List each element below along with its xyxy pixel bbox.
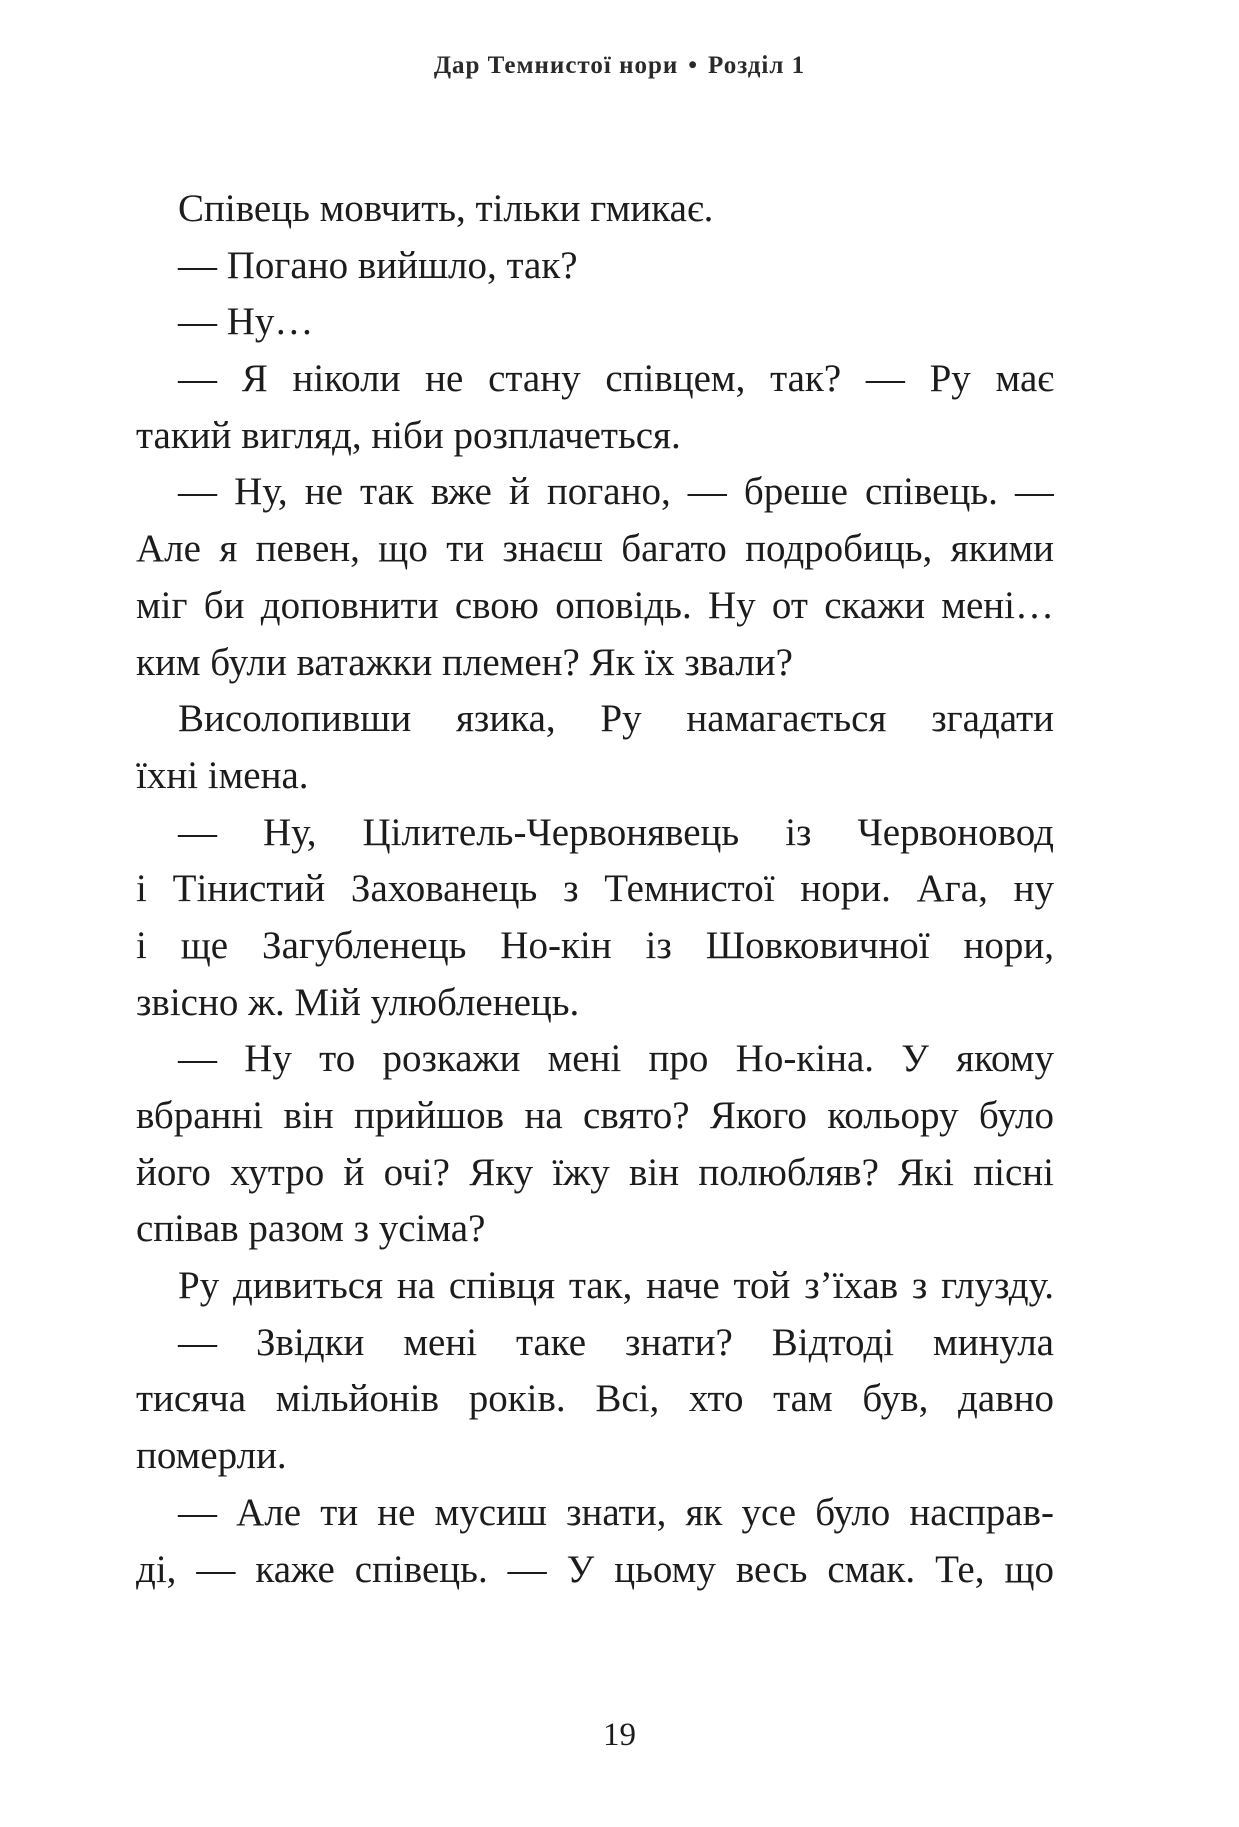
text-line: Співець мовчить, тільки гмикає.	[178, 187, 714, 230]
text-line: ді, — каже співець. — У цьому весь смак. Те, що	[136, 1547, 1054, 1591]
text-line: міг би доповнити свою оповідь. Ну от скажи мені…	[136, 583, 1054, 627]
text-line: Ру дивиться на співця так, наче той з’їхав з глузду.	[178, 1264, 1054, 1308]
text-line: їхні імена.	[136, 753, 309, 797]
text-line: — Ну, Цілитель-Червонявець із Червоновод	[178, 810, 1054, 854]
text-line: — Ну…	[178, 300, 314, 344]
running-head	[0, 52, 1239, 80]
header-separator: •	[688, 52, 699, 79]
text-line: його хутро й очі? Яку їжу він полюбляв? Які пісні	[136, 1150, 1054, 1194]
chapter-label: Розділ 1	[708, 52, 806, 79]
book-title: Дар Темнистої нори	[433, 52, 679, 79]
text-line: звісно ж. Мій улюбленець.	[136, 980, 580, 1024]
text-line: — Але ти не мусиш знати, як усе було насправ-	[178, 1490, 1054, 1534]
text-line: — Ну, не так вже й погано, — бреше співець. —	[178, 470, 1054, 514]
body-text	[136, 181, 1054, 1598]
text-line: — Звідки мені таке знати? Відтоді минула	[178, 1320, 1054, 1364]
text-line: такий вигляд, ніби розплачеться.	[136, 413, 681, 457]
text-line: померли.	[136, 1434, 287, 1478]
text-line: співав разом з усіма?	[136, 1207, 486, 1251]
text-line: — Погано вийшло, так?	[178, 243, 578, 287]
text-line: і Тінистий Захованець з Темнистої нори. Ага, ну	[136, 867, 1054, 911]
text-line: — Ну то розкажи мені про Но-кіна. У якому	[178, 1037, 1054, 1081]
text-line: і ще Загубленець Но-кін із Шовковичної нори,	[136, 923, 1054, 967]
text-line: Але я певен, що ти знаєш багато подробиць, якими	[136, 527, 1054, 571]
text-line: вбранні він прийшов на свято? Якого кольору було	[136, 1094, 1054, 1137]
page-number: 19	[603, 1717, 636, 1753]
text-line: Висолопивши язика, Ру намагається згадати	[178, 697, 1054, 741]
text-line: тисяча мільйонів років. Всі, хто там був, давно	[136, 1377, 1054, 1421]
text-line: ким були ватажки племен? Як їх звали?	[136, 640, 793, 684]
text-line: — Я ніколи не стану співцем, так? — Ру має	[178, 357, 1054, 401]
